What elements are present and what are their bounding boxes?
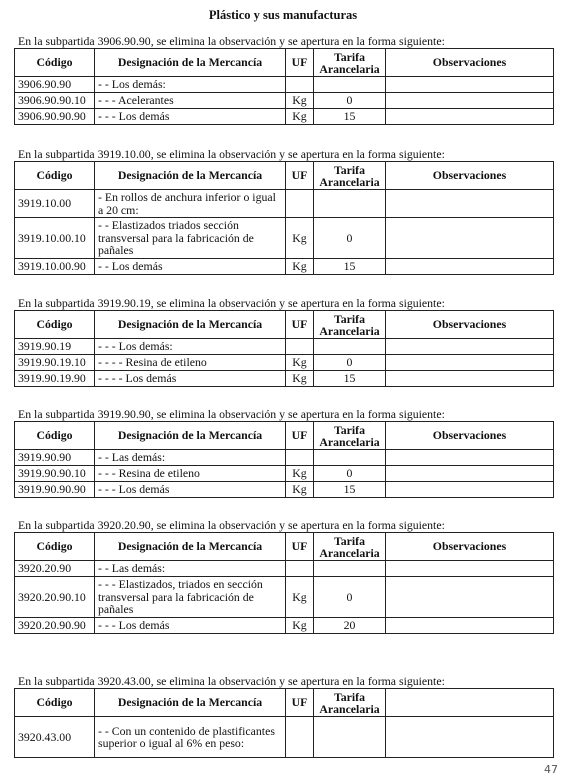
header-observaciones: Observaciones	[386, 311, 554, 339]
header-tarifa: Tarifa Arancelaria	[314, 162, 386, 190]
header-designacion: Designación de la Mercancía	[95, 422, 286, 450]
header-uf: UF	[286, 311, 314, 339]
cell-tarifa: 20	[314, 618, 386, 634]
section-intro: En la subpartida 3920.20.90, se elimina la observación y se apertura en la forma siguiente:	[18, 518, 445, 532]
cell-designacion: - - - Los demás	[95, 482, 286, 498]
header-uf: UF	[286, 533, 314, 561]
table-row	[15, 339, 554, 355]
table-row	[15, 618, 554, 634]
table-row	[15, 259, 554, 275]
cell-uf	[286, 77, 314, 93]
section-intro: En la subpartida 3919.90.19, se elimina la observación y se apertura en la forma siguiente:	[18, 296, 445, 310]
cell-observaciones	[386, 355, 554, 371]
cell-codigo: 3919.90.90.10	[15, 466, 95, 482]
cell-codigo: 3919.90.19.90	[15, 371, 95, 387]
cell-observaciones	[386, 190, 554, 218]
cell-uf	[286, 450, 314, 466]
cell-codigo: 3920.43.00	[15, 717, 95, 758]
header-codigo: Código	[15, 162, 95, 190]
cell-codigo: 3906.90.90.90	[15, 109, 95, 125]
cell-observaciones	[386, 561, 554, 577]
section-3919-10-00	[14, 148, 558, 275]
cell-tarifa: 0	[314, 355, 386, 371]
cell-observaciones	[386, 618, 554, 634]
cell-tarifa: 15	[314, 482, 386, 498]
cell-designacion: - - Con un contenido de plastificantes superior o igual al 6% en peso:	[95, 717, 286, 758]
header-designacion: Designación de la Mercancía	[95, 533, 286, 561]
section-intro: En la subpartida 3920.43.00, se elimina la observación y se apertura en la forma siguiente:	[18, 674, 445, 688]
cell-codigo: 3906.90.90.10	[15, 93, 95, 109]
cell-observaciones	[386, 466, 554, 482]
cell-uf: Kg	[286, 355, 314, 371]
cell-codigo: 3906.90.90	[15, 77, 95, 93]
header-codigo: Código	[15, 689, 95, 717]
cell-observaciones	[386, 482, 554, 498]
cell-uf: Kg	[286, 618, 314, 634]
cell-tarifa: 0	[314, 218, 386, 259]
cell-tarifa	[314, 561, 386, 577]
cell-uf	[286, 190, 314, 218]
cell-tarifa	[314, 190, 386, 218]
cell-tarifa	[314, 450, 386, 466]
cell-designacion: - - - - Resina de etileno	[95, 355, 286, 371]
cell-observaciones	[386, 371, 554, 387]
header-codigo: Código	[15, 533, 95, 561]
cell-tarifa: 0	[314, 466, 386, 482]
table-row	[15, 190, 554, 218]
cell-designacion: - En rollos de anchura inferior o igual a 20 cm:	[95, 190, 286, 218]
cell-codigo: 3919.90.19.10	[15, 355, 95, 371]
table-row	[15, 93, 554, 109]
cell-tarifa	[314, 339, 386, 355]
cell-observaciones	[386, 450, 554, 466]
cell-uf: Kg	[286, 466, 314, 482]
cell-designacion: - - Las demás:	[95, 450, 286, 466]
cell-tarifa: 0	[314, 93, 386, 109]
cell-observaciones	[386, 93, 554, 109]
header-codigo: Código	[15, 422, 95, 450]
section-3906-90-90	[14, 35, 558, 125]
cell-uf: Kg	[286, 371, 314, 387]
cell-uf	[286, 339, 314, 355]
cell-designacion: - - Los demás	[95, 259, 286, 275]
cell-designacion: - - Las demás:	[95, 561, 286, 577]
cell-designacion: - - - Acelerantes	[95, 93, 286, 109]
cell-observaciones	[386, 577, 554, 618]
cell-tarifa	[314, 717, 386, 758]
cell-designacion: - - - Los demás	[95, 109, 286, 125]
tariff-table	[14, 161, 554, 275]
table-row	[15, 450, 554, 466]
section-intro: En la subpartida 3906.90.90, se elimina la observación y se apertura en la forma siguiente:	[18, 34, 445, 48]
header-tarifa: Tarifa Arancelaria	[314, 689, 386, 717]
tariff-table	[14, 688, 554, 758]
cell-uf: Kg	[286, 109, 314, 125]
table-row	[15, 482, 554, 498]
header-observaciones: Observaciones	[386, 422, 554, 450]
cell-uf	[286, 717, 314, 758]
cell-uf: Kg	[286, 482, 314, 498]
tariff-table	[14, 421, 554, 498]
cell-designacion: - - - Los demás:	[95, 339, 286, 355]
cell-uf: Kg	[286, 577, 314, 618]
cell-codigo: 3920.20.90.90	[15, 618, 95, 634]
cell-uf	[286, 561, 314, 577]
cell-observaciones	[386, 259, 554, 275]
cell-tarifa: 0	[314, 577, 386, 618]
header-uf: UF	[286, 422, 314, 450]
tariff-table	[14, 310, 554, 387]
header-uf: UF	[286, 162, 314, 190]
cell-codigo: 3919.90.90.90	[15, 482, 95, 498]
cell-codigo: 3919.10.00.10	[15, 218, 95, 259]
cell-tarifa	[314, 77, 386, 93]
header-uf: UF	[286, 689, 314, 717]
cell-codigo: 3919.90.90	[15, 450, 95, 466]
table-row	[15, 577, 554, 618]
header-observaciones: Observaciones	[386, 49, 554, 77]
table-row	[15, 561, 554, 577]
header-tarifa: Tarifa Arancelaria	[314, 49, 386, 77]
cell-observaciones	[386, 77, 554, 93]
section-3920-20-90	[14, 519, 558, 634]
cell-codigo: 3919.90.19	[15, 339, 95, 355]
table-row	[15, 77, 554, 93]
cell-designacion: - - - - Los demás	[95, 371, 286, 387]
cell-codigo: 3919.10.00.90	[15, 259, 95, 275]
cell-uf: Kg	[286, 259, 314, 275]
header-observaciones	[386, 689, 554, 717]
cell-designacion: - - Elastizados triados sección transversal para la fabricación de pañales	[95, 218, 286, 259]
table-row	[15, 466, 554, 482]
header-uf: UF	[286, 49, 314, 77]
cell-tarifa: 15	[314, 259, 386, 275]
table-row	[15, 109, 554, 125]
header-tarifa: Tarifa Arancelaria	[314, 422, 386, 450]
cell-designacion: - - Los demás:	[95, 77, 286, 93]
cell-designacion: - - - Resina de etileno	[95, 466, 286, 482]
header-observaciones: Observaciones	[386, 162, 554, 190]
cell-designacion: - - - Los demás	[95, 618, 286, 634]
cell-observaciones	[386, 339, 554, 355]
tariff-table	[14, 532, 554, 634]
section-3920-43-00	[14, 675, 558, 758]
header-designacion: Designación de la Mercancía	[95, 689, 286, 717]
cell-observaciones	[386, 717, 554, 758]
header-tarifa: Tarifa Arancelaria	[314, 533, 386, 561]
header-designacion: Designación de la Mercancía	[95, 162, 286, 190]
tariff-table	[14, 48, 554, 125]
section-intro: En la subpartida 3919.10.00, se elimina la observación y se apertura en la forma siguiente:	[18, 147, 445, 161]
header-tarifa: Tarifa Arancelaria	[314, 311, 386, 339]
page-number-mark: 47	[544, 763, 558, 776]
header-observaciones: Observaciones	[386, 533, 554, 561]
cell-codigo: 3920.20.90.10	[15, 577, 95, 618]
cell-observaciones	[386, 109, 554, 125]
header-designacion: Designación de la Mercancía	[95, 311, 286, 339]
section-3919-90-90	[14, 408, 558, 498]
table-row	[15, 355, 554, 371]
cell-designacion: - - - Elastizados, triados en sección transversal para la fabricación de pañales	[95, 577, 286, 618]
header-codigo: Código	[15, 311, 95, 339]
header-designacion: Designación de la Mercancía	[95, 49, 286, 77]
cell-observaciones	[386, 218, 554, 259]
cell-tarifa: 15	[314, 109, 386, 125]
header-codigo: Código	[15, 49, 95, 77]
section-intro: En la subpartida 3919.90.90, se elimina la observación y se apertura en la forma siguiente:	[18, 407, 445, 421]
cell-codigo: 3920.20.90	[15, 561, 95, 577]
page-title: Plástico y sus manufacturas	[208, 8, 358, 22]
cell-tarifa: 15	[314, 371, 386, 387]
section-3919-90-19	[14, 297, 558, 387]
table-row	[15, 371, 554, 387]
cell-uf: Kg	[286, 218, 314, 259]
table-row	[15, 717, 554, 758]
cell-uf: Kg	[286, 93, 314, 109]
table-row	[15, 218, 554, 259]
cell-codigo: 3919.10.00	[15, 190, 95, 218]
